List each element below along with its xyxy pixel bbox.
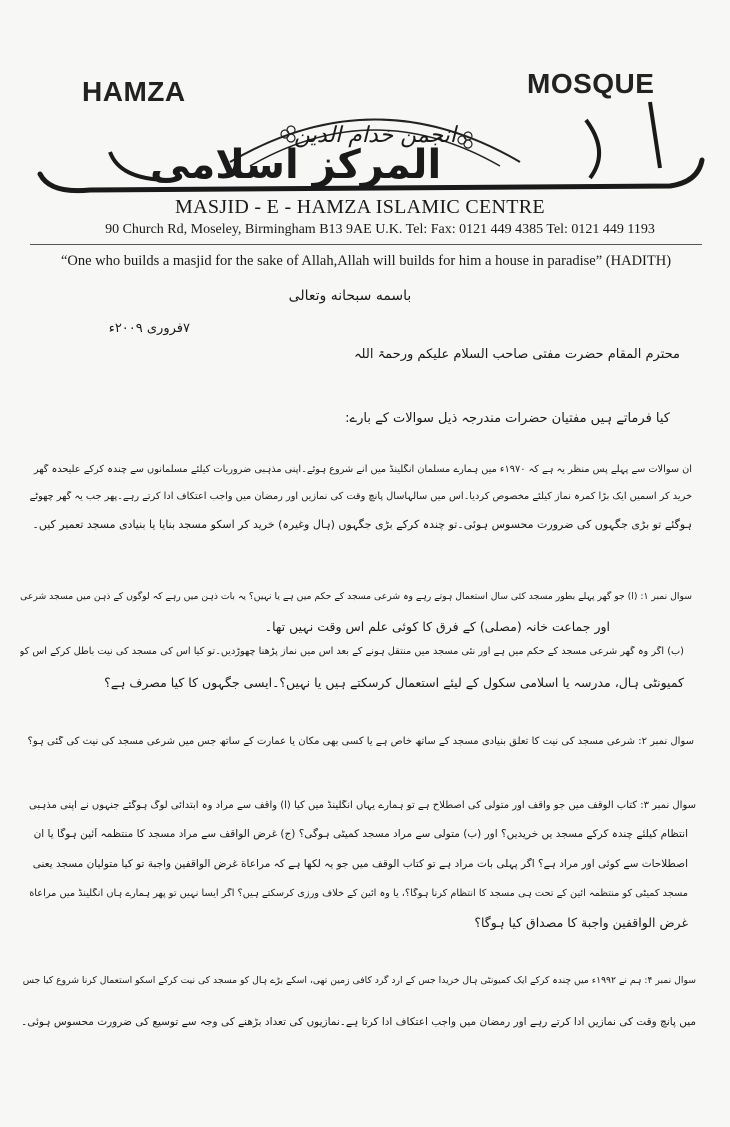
background-line: خرید کر اسمیں ایک بڑا کمرہ نماز کیلئے مخصوص کردیا۔اس میں سالہاسال پانچ وقت کی نمازیں اور رمضان میں واجب اعتکاف ادا کرتے رہے۔پھر جب یہ گھر چھوٹے	[29, 491, 692, 502]
calligraphy-alif-right	[650, 102, 660, 168]
question-1-line: (ب) اگر وہ گھر شرعی مسجد کے حکم میں ہے اور نئی مسجد میں منتقل ہونے کے بعد اس میں نماز پڑھنا چھوڑدیں۔تو کیا اس کی مسجد کی نیت باطل کرکے اس کو	[20, 646, 684, 657]
logo-script-left: المرکز اسلامی	[150, 142, 442, 188]
question-3-line: غرض الواقفین واجبة کا مصداق کیا ہوگا؟	[474, 915, 688, 930]
question-2-line: سوال نمبر ۲: شرعی مسجد کی نیت کا تعلق بنیادی مسجد کے ساتھ خاص ہے یا کسی بھی مکان یا عمارت کے ساتھ جس میں شرعی مسجد کی نیت کی گئی ہو؟	[27, 736, 694, 747]
background-line: ہوگئے تو بڑی جگہوں کی ضرورت محسوس ہوئی۔تو چندہ کرکے بڑی جگہوں (ہال وغیرہ) خرید کر اسکو مسجد بنایا یا بنیادی مسجد تعمیر کیں۔	[32, 518, 692, 531]
bismillah: باسمه سبحانه وتعالی	[288, 288, 412, 304]
question-1-line: کمیونٹی ہال، مدرسہ یا اسلامی سکول کے لیئے استعمال کرسکتے ہیں یا نہیں؟۔ایسی جگہوں کا کیا مصرف ہے؟	[104, 675, 684, 690]
arch-text: انجمن خدام الدین	[293, 123, 457, 148]
question-3-line: سوال نمبر ۳: کتاب الوقف میں جو واقف اور متولی کی اصطلاح ہے تو ہمارے یہاں انگلینڈ میں کیا (ا) واقف سے مراد وہ ابتدائی لوگ ہوگئے جنہوں نے اپنی مذہبی	[29, 800, 696, 811]
header-divider	[30, 244, 702, 245]
question-3-line: انتظام کیلئے چندہ کرکے مسجد یں خریدیں؟ اور (ب) متولی سے مراد مسجد کمیٹی ہوگی؟ (ج) غرض الواقف سے مراد مسجد کا منتظمہ آئین ہوگا یا ان	[33, 828, 688, 840]
hadith-quote: “One who builds a masjid for the sake of Allah,Allah will builds for him a house in paradise” (HADITH)	[60, 253, 672, 269]
question-1-line: سوال نمبر ۱: (ا) جو گھر پہلے بطور مسجد کئی سال استعمال ہوتے رہے وہ شرعی مسجد کے حکم میں ہے یا نہیں؟ یہ بات ذہن میں رہے کہ لوگوں کے ذہن میں مسجد شرعی	[20, 591, 692, 602]
question-4-line: میں پانچ وقت کی نمازیں ادا کرتے رہے اور رمضان میں واجب اعتکاف ادا کرتا ہے۔نمازیوں کی تعداد بڑھنے کی وجہ سے توسیع کی ضرورت محسوس ہوئی۔	[21, 1016, 696, 1028]
intro-line: کیا فرماتے ہیں مفتیان حضرات مندرجہ ذیل سوالات کے بارے:	[345, 411, 670, 426]
header-right-word: MOSQUE	[527, 68, 655, 99]
question-1-line: اور جماعت خانہ (مصلی) کے فرق کا کوئی علم اس وقت نہیں تھا۔	[264, 619, 610, 634]
question-3-line: اصطلاحات سے کوئی اور مراد ہے؟ اگر پہلی بات مراد ہے تو کتاب الوقف میں جو یہ لکھا ہے کہ مراعاة غرض الواقفین واجبة تو کیا متولیان مسجد یعنی	[32, 858, 688, 870]
header-left-word: HAMZA	[82, 76, 186, 107]
calligraphy-logo	[30, 82, 710, 212]
background-line: ان سوالات سے پہلے پس منظر یہ ہے کہ ۱۹۷۰ء میں ہمارے مسلمان انگلینڈ میں آنے شروع ہوئے۔اپنی مذہبی ضروریات کیلئے مسلمانوں سے چندہ کرکے علیحدہ گھر	[33, 464, 692, 475]
calligraphy-stroke-right	[586, 120, 599, 178]
org-address: 90 Church Rd, Moseley, Birmingham B13 9AE U.K. Tel: Fax: 0121 449 4385 Tel: 0121 449 1193	[105, 222, 655, 237]
salutation: محترم المقام حضرت مفتی صاحب السلام علیکم ورحمۃ اللہ	[353, 347, 680, 362]
question-3-line: مسجد کمیٹی کو منتظمہ آئین کے تحت ہی مسجد کا انتظام کرنا ہوگا؟، یا وہ آئین کے خلاف ورزی کرسکتے ہیں؟ اگر ایسا نہیں تو پھر ہمارے ہاں انگلینڈ میں مراعاة	[29, 888, 688, 899]
org-name: MASJID - E - HAMZA ISLAMIC CENTRE	[175, 196, 545, 218]
question-4-line: سوال نمبر ۴: ہم نے ۱۹۹۲ء میں چندہ کرکے ایک کمیونٹی ہال خریدا جس کے ارد گرد کافی زمین تھی، اسکے بڑے ہال کو مسجد کی نیت کرکے اسکو استعمال کرنا شروع کیا جس	[22, 975, 696, 986]
letter-date: ۷فروری ۲۰۰۹ء	[108, 321, 190, 336]
